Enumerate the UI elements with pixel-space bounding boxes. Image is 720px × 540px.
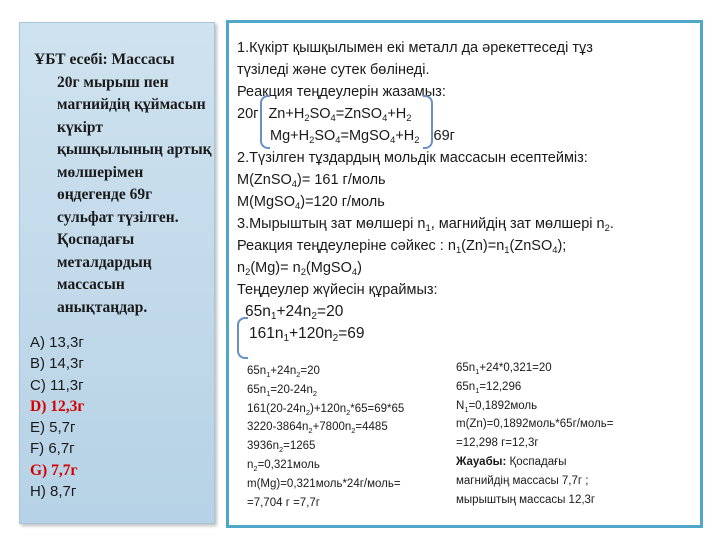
answer-line: магнийдің массасы 7,7г ; bbox=[456, 474, 589, 487]
answer-options bbox=[30, 332, 210, 502]
option-a: A) 13,3г bbox=[30, 334, 84, 351]
calc-step: $3936n_2=1265$ bbox=[247, 440, 316, 455]
option-e: E) 5,7г bbox=[30, 419, 76, 437]
option-d: D) 12,3г bbox=[30, 397, 85, 415]
zn-reaction: $Zn+H_2SO_4=ZnSO_4+H_2$ bbox=[268, 106, 412, 123]
option-h: H) 8,7г bbox=[30, 483, 77, 501]
solution-line: $n_2(Mg)=$ $n_2(MgSO_4)$ bbox=[237, 260, 362, 277]
solution-line: түзіледі және сутек бөлінеді. bbox=[237, 62, 430, 78]
solution-text bbox=[237, 37, 697, 345]
problem-first-line: ҰБТ есебі: Массасы bbox=[34, 51, 175, 68]
equation-mg bbox=[237, 125, 697, 147]
option-c: C) 11,3г bbox=[30, 376, 84, 394]
calc-step: $161(20-24n_2)+120n_2*65=69*65$ bbox=[247, 402, 405, 417]
answer-line: мырыштың массасы 12,3г bbox=[456, 493, 596, 506]
mg-reaction: $Mg+H_2SO_4=MgSO_4+H_2$ bbox=[270, 128, 420, 145]
answer-label: Жауабы: bbox=[456, 455, 507, 468]
calc-step: $n_2=0,321моль$ bbox=[247, 458, 320, 473]
solution-line: Реакция теңдеулеріне сәйкес : $n_1(Zn)=n_1(ZnSO_4)$; bbox=[237, 238, 567, 255]
solution-line: 1.Күкірт қышқылымен екі металл да әрекеттеседі тұз bbox=[237, 40, 593, 56]
option-b: B) 14,3г bbox=[30, 355, 84, 373]
problem-body: 20г мырыш пен магнийдің құймасын күкірт қышқылының артық мөлшерімен өңдегенде 69г сульфат түзілген. Қоспадағы металдардың массасын анықтаңдар. bbox=[57, 73, 212, 316]
calc-step: $N_1=0,1892моль$ bbox=[456, 399, 538, 414]
solution-line: Реакция теңдеулерін жазамыз: bbox=[237, 84, 446, 100]
reaction-bracket-right bbox=[423, 95, 433, 149]
equation-zn bbox=[237, 103, 697, 125]
solution-line: Теңдеулер жүйесін құраймыз: bbox=[237, 282, 438, 298]
system-eq-1: $65n_1+24n_2=20$ bbox=[245, 303, 344, 322]
calc-step: m(Zn)=0,1892моль*65г/моль= bbox=[456, 418, 614, 431]
calc-step: $65n_1=20-24n_2$ bbox=[247, 383, 318, 398]
system-eq-2: $161n_1+120n_2=69$ bbox=[249, 325, 365, 344]
solution-line: 3.Мырыштың зат мөлшері $n_1$, магнийдің зат мөлшері $n_2$. bbox=[237, 216, 614, 233]
solution-panel bbox=[226, 20, 703, 528]
reaction-bracket-left bbox=[260, 95, 270, 149]
molar-mass-znso4: M(ZnSO$_4$)= 161 г/моль bbox=[237, 172, 386, 189]
calc-step: $65n_1=12,296$ bbox=[456, 380, 522, 395]
molar-mass-mgso4: M(MgSO$_4$)=120 г/моль bbox=[237, 194, 385, 211]
mass-20g-label: 20г bbox=[237, 106, 259, 122]
mass-69g-label: 69г bbox=[433, 128, 455, 144]
calc-step: $3220-3864n_2+7800n_2=4485$ bbox=[247, 421, 388, 436]
calc-right-column bbox=[456, 359, 696, 509]
calc-step: m(Mg)=0,321моль*24г/моль= bbox=[247, 477, 401, 490]
system-brace bbox=[237, 317, 248, 359]
calc-left-column bbox=[247, 362, 457, 512]
calc-step: $65n_1+24*0,321=20$ bbox=[456, 362, 552, 376]
problem-panel bbox=[19, 22, 215, 524]
problem-text bbox=[34, 49, 212, 319]
option-g: G) 7,7г bbox=[30, 461, 78, 479]
answer-line bbox=[456, 453, 696, 472]
option-f: F) 6,7г bbox=[30, 440, 75, 458]
answer-text: Қоспадағы bbox=[506, 455, 567, 468]
calc-step: =12,298 г=12,3г bbox=[456, 437, 539, 450]
calc-step: $65n_1+24n_2=20$ bbox=[247, 365, 320, 379]
calc-step: =7,704 г =7,7г bbox=[247, 496, 320, 509]
solution-line: 2.Түзілген тұздардың мольдік массасын есептейміз: bbox=[237, 150, 588, 166]
